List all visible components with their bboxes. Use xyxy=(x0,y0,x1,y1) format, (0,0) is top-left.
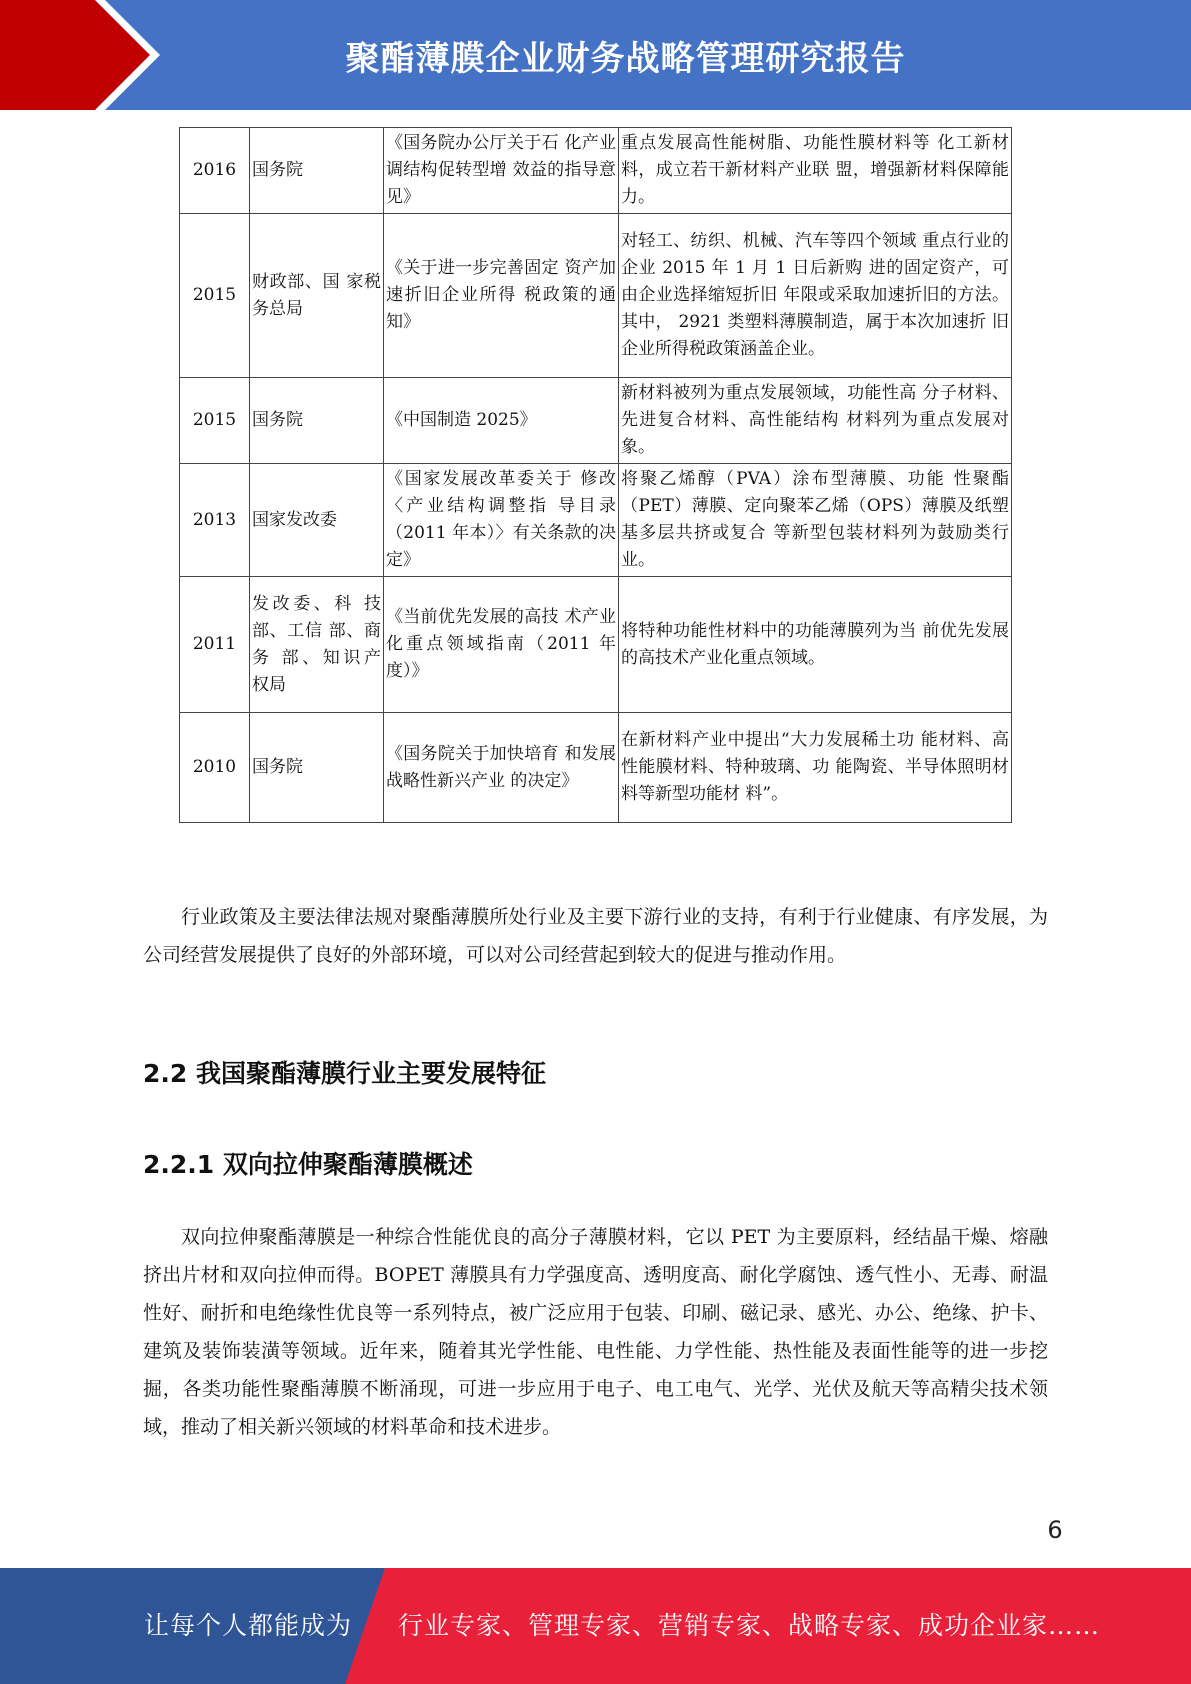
agency-cell: 国务院 xyxy=(250,378,384,464)
table-row xyxy=(180,713,1012,823)
year-cell: 2013 xyxy=(180,464,250,577)
page-number: 6 xyxy=(1047,1516,1063,1544)
content-cell: 将聚乙烯醇（PVA）涂布型薄膜、功能 性聚酯（PET）薄膜、定向聚苯乙烯（OPS）薄膜及纸塑基多层共挤或复合 等新型包装材料列为鼓励类行业。 xyxy=(619,464,1012,577)
year-cell: 2015 xyxy=(180,378,250,464)
header-arrow-icon xyxy=(0,0,160,110)
year-cell: 2011 xyxy=(180,577,250,713)
header-title: 聚酯薄膜企业财务战略管理研究报告 xyxy=(345,38,906,79)
header-arrow-red-shape xyxy=(0,0,150,110)
document-cell: 《国务院办公厅关于石 化产业调结构促转型增 效益的指导意见》 xyxy=(384,128,619,214)
agency-cell: 发改委、科 技部、工信 部、商务 部、知识产 权局 xyxy=(250,577,384,713)
table-row xyxy=(180,464,1012,577)
table-row xyxy=(180,378,1012,464)
page-header xyxy=(0,0,1191,110)
table-row xyxy=(180,577,1012,713)
policy-table xyxy=(179,127,1012,823)
document-cell: 《关于进一步完善固定 资产加速折旧企业所得 税政策的通知》 xyxy=(384,214,619,378)
year-cell: 2010 xyxy=(180,713,250,823)
document-cell: 《国务院关于加快培育 和发展战略性新兴产业 的决定》 xyxy=(384,713,619,823)
content-cell: 对轻工、纺织、机械、汽车等四个领域 重点行业的企业 2015 年 1 月 1 日后新购 进的固定资产，可由企业选择缩短折旧 年限或采取加速折旧的方法。其中， 2921 类塑料薄膜制造，属于本次加速折 旧企业所得税政策涵盖企业。 xyxy=(619,214,1012,378)
agency-cell: 国务院 xyxy=(250,713,384,823)
table-row xyxy=(180,128,1012,214)
year-cell: 2016 xyxy=(180,128,250,214)
footer-slogan-right: 行业专家、管理专家、营销专家、战略专家、成功企业家…… xyxy=(398,1611,1101,1640)
agency-cell: 财政部、国 家税务总局 xyxy=(250,214,384,378)
document-cell: 《国家发展改革委关于 修改〈产业结构调整指 导目录（2011 年本）〉有关条款的决定》 xyxy=(384,464,619,577)
content-cell: 重点发展高性能树脂、功能性膜材料等 化工新材料，成立若干新材料产业联 盟，增强新材料保障能力。 xyxy=(619,128,1012,214)
section-heading: 2.2 我国聚酯薄膜行业主要发展特征 xyxy=(143,1059,546,1088)
table-row xyxy=(180,214,1012,378)
content-cell: 将特种功能性材料中的功能薄膜列为当 前优先发展的高技术产业化重点领域。 xyxy=(619,577,1012,713)
page-footer xyxy=(0,1568,1191,1684)
policy-summary-paragraph: 行业政策及主要法律法规对聚酯薄膜所处行业及主要下游行业的支持，有利于行业健康、有序发展，为公司经营发展提供了良好的外部环境，可以对公司经营起到较大的促进与推动作用。 xyxy=(143,906,1048,966)
agency-cell: 国家发改委 xyxy=(250,464,384,577)
document-cell: 《中国制造 2025》 xyxy=(384,378,619,464)
content-cell: 在新材料产业中提出“大力发展稀土功 能材料、高性能膜材料、特种玻璃、功 能陶瓷、半导体照明材料等新型功能材 料”。 xyxy=(619,713,1012,823)
content-cell: 新材料被列为重点发展领域，功能性高 分子材料、先进复合材料、高性能结构 材料列为重点发展对象。 xyxy=(619,378,1012,464)
bopet-overview-paragraph: 双向拉伸聚酯薄膜是一种综合性能优良的高分子薄膜材料，它以 PET 为主要原料，经结晶干燥、熔融挤出片材和双向拉伸而得。BOPET 薄膜具有力学强度高、透明度高、耐化学腐蚀、透气性小、无毒、耐温性好、耐折和电绝缘性优良等一系列特点，被广泛应用于包装、印刷、磁记录、感光、办公、绝缘、护卡、建筑及装饰装潢等领域。近年来，随着其光学性能、电性能、力学性能、热性能及表面性能等的进一步挖掘，各类功能性聚酯薄膜不断涌现，可进一步应用于电子、电工电气、光学、光伏及航天等高精尖技术领域，推动了相关新兴领域的材料革命和技术进步。 xyxy=(143,1226,1048,1438)
subsection-heading: 2.2.1 双向拉伸聚酯薄膜概述 xyxy=(143,1150,473,1179)
year-cell: 2015 xyxy=(180,214,250,378)
document-cell: 《当前优先发展的高技 术产业化重点领域指南（2011 年度）》 xyxy=(384,577,619,713)
agency-cell: 国务院 xyxy=(250,128,384,214)
footer-slogan-left: 让每个人都能成为 xyxy=(144,1611,353,1640)
